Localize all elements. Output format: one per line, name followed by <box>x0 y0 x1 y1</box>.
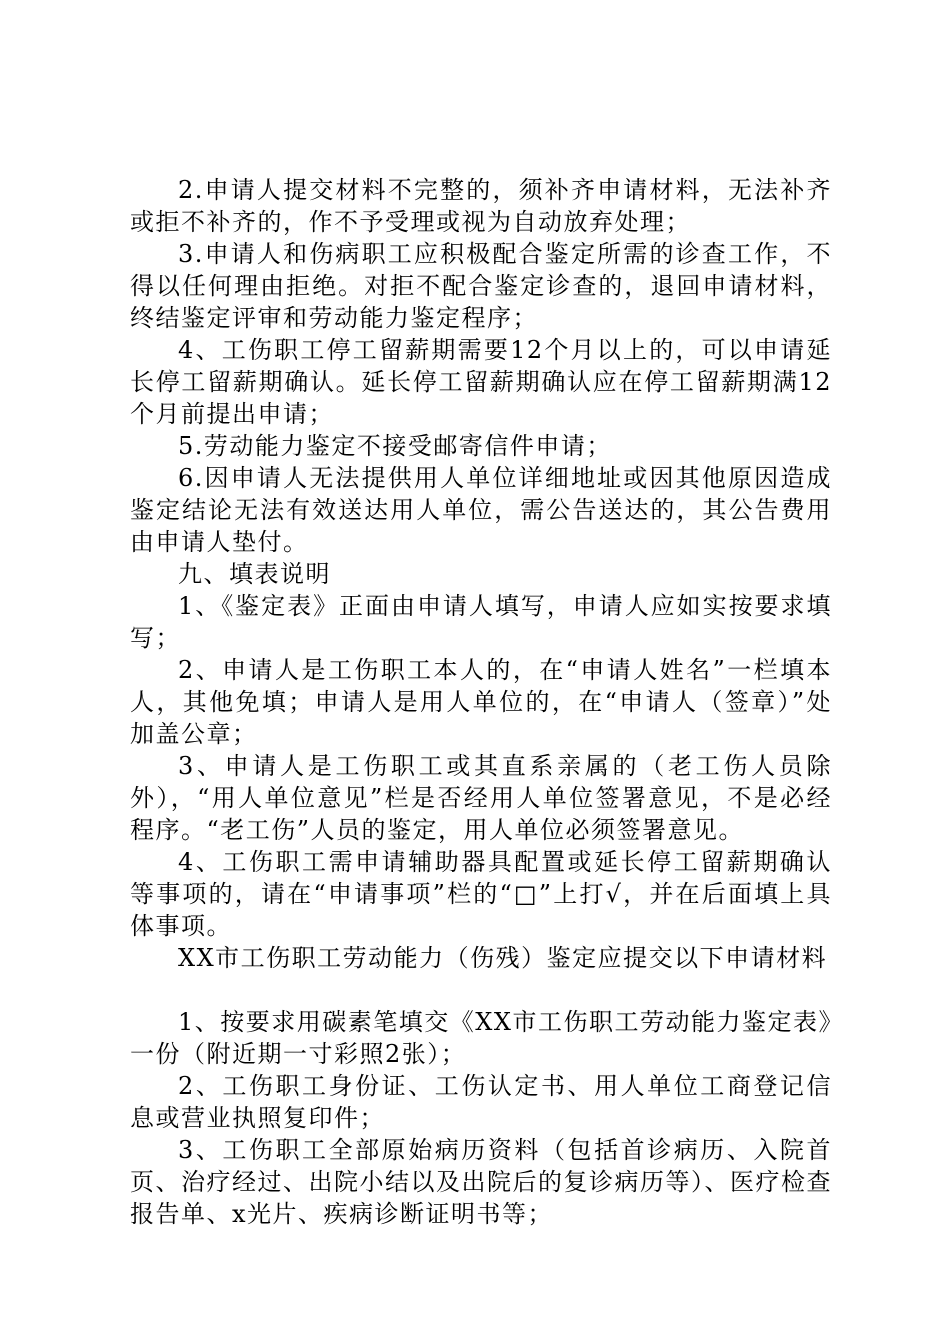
instruction-item-4: 4、工伤职工需申请辅助器具配置或延长停工留薪期确认等事项的，请在“申请事项”栏的“□”上打√，并在后面填上具体事项。 <box>130 848 832 940</box>
paragraph-item-4: 4、工伤职工停工留薪期需要12个月以上的，可以申请延长停工留薪期确认。延长停工留薪期确认应在停工留薪期满12个月前提出申请； <box>130 336 832 428</box>
paragraph-item-3: 3.申请人和伤病职工应积极配合鉴定所需的诊查工作，不得以任何理由拒绝。对拒不配合鉴定诊查的，退回申请材料，终结鉴定评审和劳动能力鉴定程序； <box>130 240 832 332</box>
material-item-2: 2、工伤职工身份证、工伤认定书、用人单位工商登记信息或营业执照复印件； <box>130 1072 832 1132</box>
material-item-1: 1、按要求用碳素笔填交《XX市工伤职工劳动能力鉴定表》一份（附近期一寸彩照2张）； <box>130 1008 832 1068</box>
instruction-item-3: 3、申请人是工伤职工或其直系亲属的（老工伤人员除外），“用人单位意见”栏是否经用人单位签署意见，不是必经程序。“老工伤”人员的鉴定，用人单位必须签署意见。 <box>130 752 832 844</box>
instruction-item-2: 2、申请人是工伤职工本人的，在“申请人姓名”一栏填本人，其他免填；申请人是用人单位的，在“申请人（签章）”处加盖公章； <box>130 656 832 748</box>
paragraph-item-6: 6.因申请人无法提供用人单位详细地址或因其他原因造成鉴定结论无法有效送达用人单位，需公告送达的，其公告费用由申请人垫付。 <box>130 464 832 556</box>
paragraph-item-5: 5.劳动能力鉴定不接受邮寄信件申请； <box>178 432 612 460</box>
instruction-item-1: 1、《鉴定表》正面由申请人填写，申请人应如实按要求填写； <box>130 592 832 652</box>
materials-heading: XX市工伤职工劳动能力（伤残）鉴定应提交以下申请材料 <box>178 944 828 972</box>
paragraph-item-2: 2.申请人提交材料不完整的，须补齐申请材料，无法补齐或拒不补齐的，作不予受理或视为自动放弃处理； <box>130 176 832 236</box>
section-heading: 九、填表说明 <box>178 560 331 588</box>
material-item-3: 3、工伤职工全部原始病历资料（包括首诊病历、入院首页、治疗经过、出院小结以及出院后的复诊病历等）、医疗检查报告单、x光片、疾病诊断证明书等； <box>130 1136 832 1228</box>
blank-line <box>130 974 832 1006</box>
document-body <box>130 174 832 1230</box>
